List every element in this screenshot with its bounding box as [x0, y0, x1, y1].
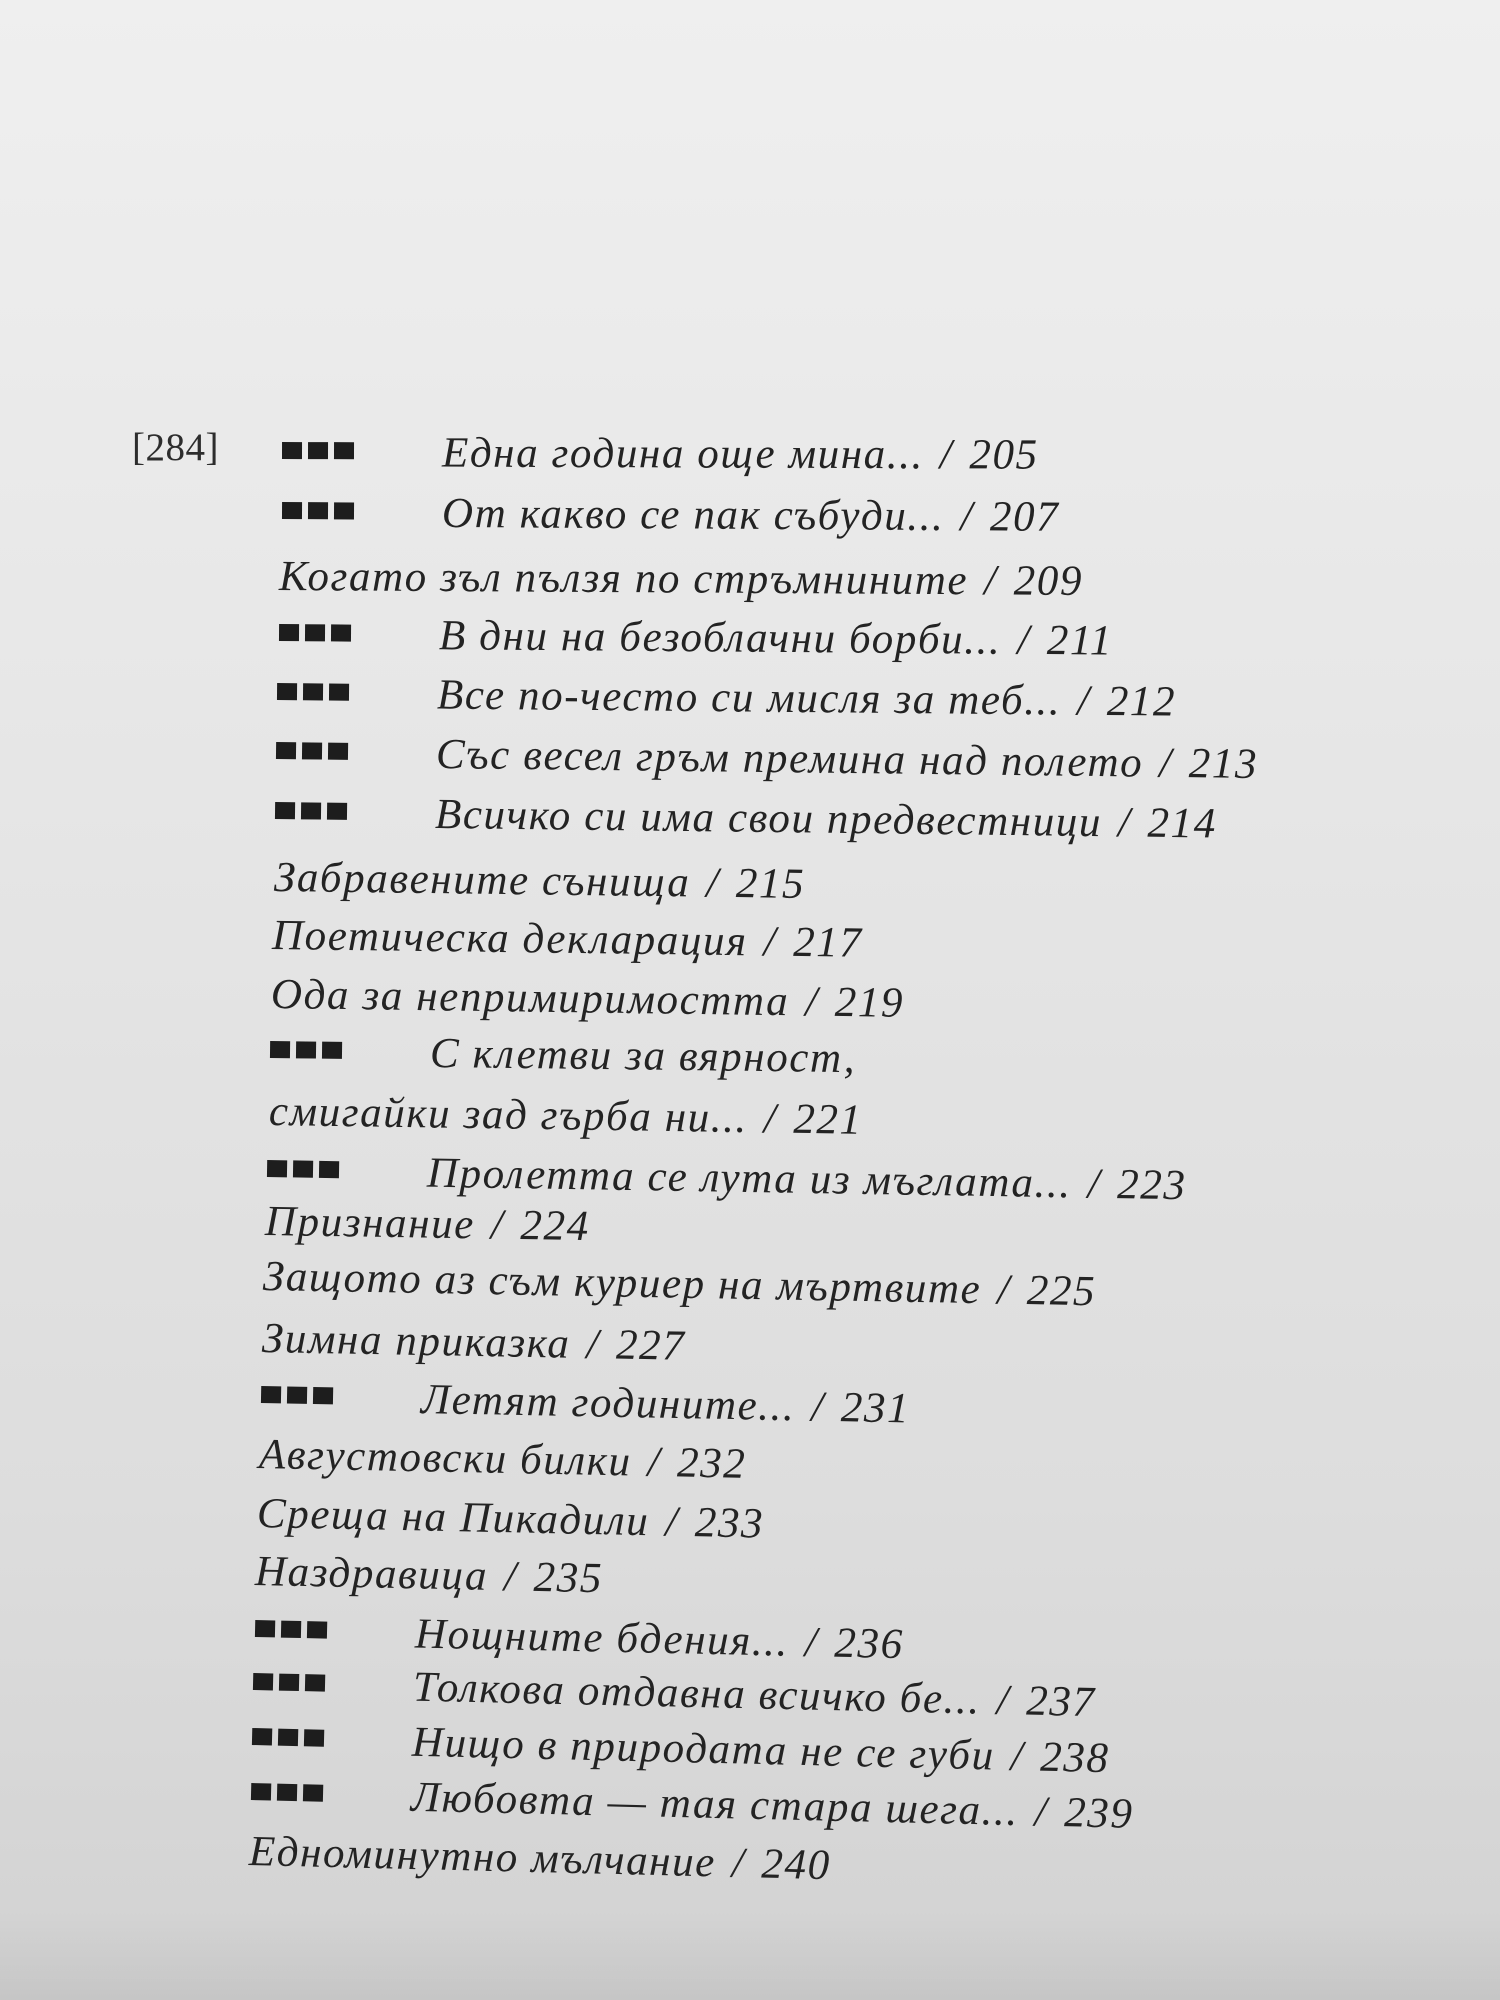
- square-mark-icon: [308, 442, 328, 459]
- toc-entry-page: 236: [833, 1619, 905, 1669]
- toc-separator: /: [490, 1201, 505, 1249]
- square-mark-icon: [319, 1160, 339, 1177]
- toc-entry-page: 214: [1147, 799, 1218, 848]
- toc-separator: /: [706, 859, 721, 907]
- square-mark-icon: [327, 802, 347, 819]
- untitled-poem-mark: [252, 1710, 413, 1757]
- toc-entry: [279, 555, 1083, 603]
- square-mark-icon: [279, 624, 299, 641]
- toc-entry-title: Защото аз съм куриер на мъртвите: [262, 1253, 982, 1314]
- toc-entry: [262, 1253, 1097, 1316]
- toc-entry: [269, 1090, 863, 1142]
- toc-entry-page: 239: [1063, 1789, 1135, 1838]
- toc-entry-title: Все по-често си мисля за теб...: [436, 671, 1062, 725]
- toc-entry-title: Наздравица: [254, 1548, 489, 1600]
- toc-entry-page: 209: [1013, 557, 1084, 605]
- toc-separator: /: [1017, 616, 1032, 664]
- toc-entry-title: смигайки зад гърба ни...: [268, 1088, 749, 1143]
- square-mark-icon: [329, 683, 349, 700]
- square-mark-icon: [287, 1386, 307, 1403]
- toc-entry: [257, 1492, 765, 1546]
- toc-entry-page: 215: [735, 860, 806, 908]
- square-mark-icon: [313, 1387, 333, 1404]
- toc-entry: [250, 1772, 1134, 1839]
- toc-entry: [270, 1030, 857, 1084]
- square-mark-icon: [261, 1386, 281, 1403]
- toc-entry: [264, 1198, 591, 1251]
- square-mark-icon: [307, 1621, 327, 1638]
- toc-entry-page: 219: [834, 978, 905, 1027]
- toc-entry-title: Всичко си има свои предвестници: [434, 790, 1103, 847]
- toc-entry: [261, 1375, 911, 1434]
- square-mark-icon: [253, 1673, 273, 1690]
- toc-separator: /: [503, 1553, 519, 1601]
- untitled-poem-mark: [253, 1655, 414, 1702]
- toc-entry: [259, 1433, 747, 1486]
- toc-entry-page: 235: [533, 1553, 604, 1603]
- square-mark-icon: [255, 1620, 275, 1637]
- square-mark-icon: [328, 742, 348, 759]
- toc-entry-title: Ода за непримиримостта: [270, 971, 790, 1026]
- square-mark-icon: [301, 802, 321, 819]
- square-mark-icon: [303, 683, 323, 700]
- square-mark-icon: [334, 502, 354, 519]
- toc-entry-title: Летят годините...: [420, 1376, 796, 1431]
- toc-entry: [279, 613, 1113, 666]
- toc-entry: [282, 491, 1060, 542]
- square-mark-icon: [308, 502, 328, 519]
- toc-separator: /: [1117, 799, 1132, 847]
- square-mark-icon: [322, 1041, 342, 1058]
- square-mark-icon: [303, 1784, 323, 1801]
- square-mark-icon: [279, 1673, 299, 1690]
- square-mark-icon: [277, 1783, 297, 1800]
- toc-separator: /: [763, 1095, 778, 1143]
- untitled-poem-mark: [267, 1142, 428, 1188]
- square-mark-icon: [293, 1160, 313, 1177]
- toc-separator: /: [1159, 739, 1174, 787]
- toc-separator: /: [586, 1320, 601, 1369]
- toc-entry-title: Любовта — тая стара шега...: [410, 1773, 1020, 1836]
- toc-separator: /: [810, 1383, 826, 1431]
- untitled-poem-mark: [255, 1602, 416, 1648]
- toc-entry-page: 238: [1039, 1733, 1111, 1783]
- toc-entry-title: Една година още мина...: [441, 429, 924, 479]
- toc-entry-title: Когато зъл пълзя по стръмнините: [278, 553, 969, 605]
- untitled-poem-mark: [276, 724, 437, 769]
- toc-entry-page: 224: [520, 1202, 591, 1251]
- square-mark-icon: [282, 442, 302, 459]
- toc-separator: /: [984, 557, 998, 605]
- untitled-poem-mark: [275, 784, 436, 829]
- square-mark-icon: [251, 1783, 271, 1800]
- toc-entry-page: 217: [792, 918, 863, 967]
- toc-entry-page: 240: [760, 1840, 832, 1890]
- square-mark-icon: [252, 1728, 272, 1745]
- toc-entry: [274, 856, 806, 906]
- toc-entry-title: Нищо в природата не се губи: [411, 1718, 996, 1780]
- toc-entry: [272, 914, 863, 965]
- toc-entry-page: 223: [1116, 1161, 1187, 1210]
- toc-entry: [275, 791, 1217, 849]
- square-mark-icon: [296, 1041, 316, 1058]
- toc-separator: /: [664, 1498, 680, 1546]
- toc-entry: [248, 1828, 832, 1890]
- toc-entry-page: 231: [840, 1384, 911, 1433]
- square-mark-icon: [267, 1160, 287, 1177]
- square-mark-icon: [275, 802, 295, 819]
- toc-separator: /: [996, 1676, 1011, 1725]
- square-mark-icon: [334, 442, 354, 459]
- toc-entry-title: Нощните бдения...: [414, 1610, 790, 1666]
- toc-entry-page: 233: [694, 1499, 765, 1548]
- toc-entry: [262, 1317, 686, 1368]
- toc-entry-title: Зимна приказка: [261, 1315, 571, 1368]
- untitled-poem-mark: [261, 1368, 422, 1414]
- toc-separator: /: [996, 1266, 1012, 1314]
- square-mark-icon: [304, 1729, 324, 1746]
- square-mark-icon: [281, 1620, 301, 1637]
- page-number: [284]: [132, 426, 219, 469]
- square-mark-icon: [331, 624, 351, 641]
- toc-separator: /: [939, 431, 954, 479]
- square-mark-icon: [277, 683, 297, 700]
- untitled-poem-mark: [282, 484, 442, 528]
- toc-entry-page: 212: [1106, 677, 1177, 726]
- toc-entry-title: Пролетта се лута из мъглата...: [426, 1149, 1073, 1208]
- toc-entry-page: 211: [1046, 617, 1114, 665]
- toc-separator: /: [804, 978, 820, 1026]
- toc-entry-title: Забравените сънища: [273, 854, 691, 907]
- toc-separator: /: [1010, 1732, 1025, 1781]
- untitled-poem-mark: [279, 606, 439, 650]
- toc-separator: /: [1087, 1160, 1102, 1208]
- square-mark-icon: [270, 1041, 290, 1058]
- toc-separator: /: [1077, 677, 1092, 725]
- toc-entry-page: 213: [1188, 740, 1259, 788]
- toc-entry-title: Признание: [264, 1198, 476, 1249]
- toc-entry-title: Августовски билки: [258, 1431, 633, 1486]
- toc-entry-page: 205: [969, 431, 1039, 479]
- toc-entry-title: Със весел гръм премина над полето: [435, 730, 1144, 787]
- toc-entry-page: 207: [989, 493, 1060, 541]
- toc-entry: [271, 973, 905, 1025]
- toc-entry: [254, 1548, 604, 1603]
- toc-entry-title: Среща на Пикадили: [256, 1490, 650, 1546]
- toc-separator: /: [1034, 1788, 1049, 1836]
- toc-separator: /: [960, 493, 975, 541]
- untitled-poem-mark: [251, 1765, 412, 1812]
- toc-separator: /: [804, 1619, 819, 1667]
- square-mark-icon: [305, 624, 325, 641]
- toc-entry-title: Едноминутно мълчание: [248, 1828, 717, 1887]
- toc-entry-page: 225: [1026, 1267, 1097, 1316]
- toc-separator: /: [763, 918, 778, 966]
- toc-entry-page: 237: [1025, 1677, 1097, 1727]
- toc-entry-title: От какво се пак събуди...: [441, 489, 945, 541]
- square-mark-icon: [276, 742, 296, 759]
- untitled-poem-mark: [282, 424, 442, 468]
- toc-separator: /: [647, 1438, 662, 1487]
- square-mark-icon: [278, 1728, 298, 1745]
- toc-entry: [282, 431, 1039, 480]
- toc-entry-page: 232: [676, 1439, 747, 1488]
- toc-entry-title: В дни на безоблачни борби...: [438, 612, 1002, 664]
- toc-entry-page: 227: [615, 1321, 686, 1370]
- square-mark-icon: [305, 1674, 325, 1691]
- toc-entry-title: Толкова отдавна всичко бе...: [412, 1663, 982, 1724]
- square-mark-icon: [282, 502, 302, 519]
- toc-entry: [276, 731, 1259, 790]
- toc-separator: /: [731, 1839, 747, 1888]
- toc-entry-title: Поетическа декларация: [271, 912, 749, 966]
- untitled-poem-mark: [277, 665, 437, 710]
- untitled-poem-mark: [270, 1023, 431, 1068]
- toc-entry-title: С клетви за вярност,: [429, 1029, 857, 1083]
- square-mark-icon: [302, 742, 322, 759]
- toc-entry: [277, 672, 1177, 727]
- toc-entry-page: 221: [793, 1095, 864, 1144]
